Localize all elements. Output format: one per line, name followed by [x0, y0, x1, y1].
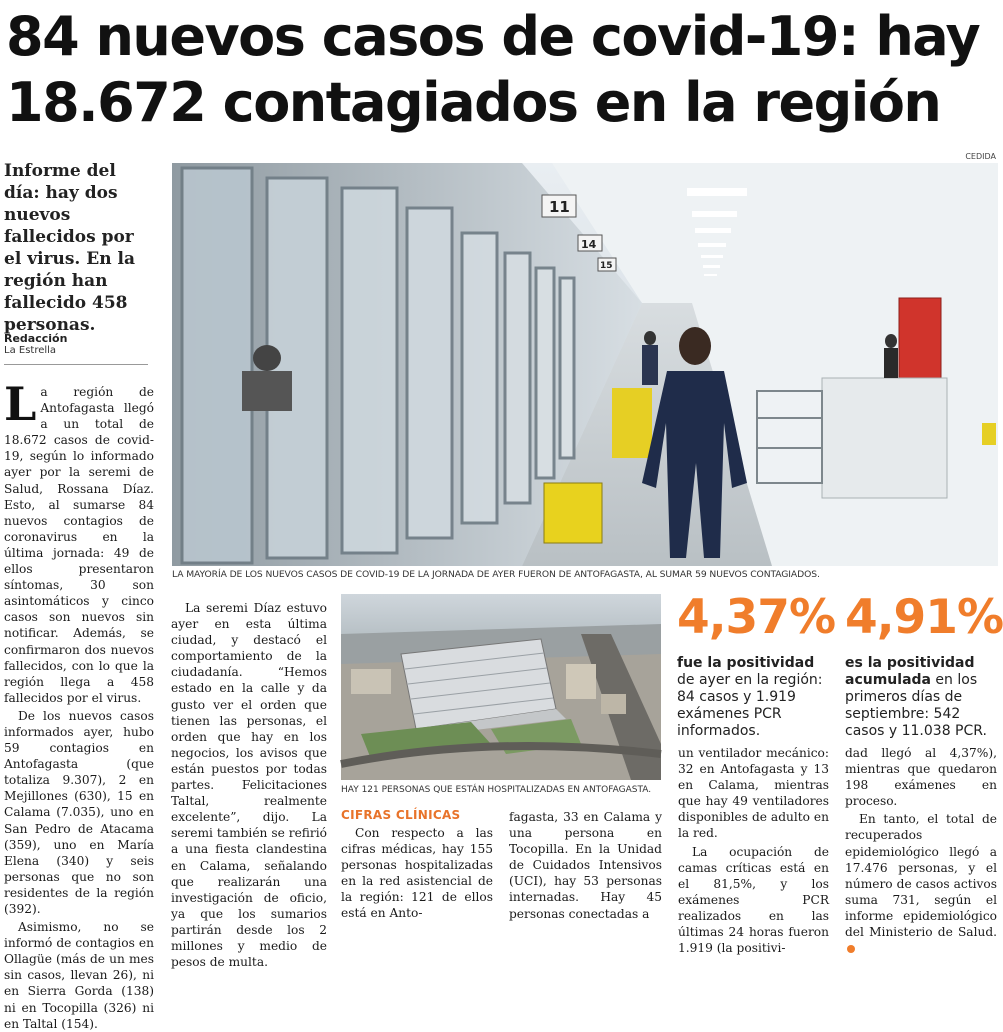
deck-summary: Informe del día: hay dos nuevos fallecidos por el virus. En la región han fallecido 458 personas.	[4, 161, 135, 335]
stat-emphasis: es la positividad acumulada	[845, 655, 975, 688]
main-photo-caption: LA MAYORÍA DE LOS NUEVOS CASOS DE COVID-19 DE LA JORNADA DE AYER FUERON DE ANTOFAGASTA, AL SUMAR 59 NUEVOS CONTAGIADOS.	[172, 569, 820, 580]
headline-line-2: 18.672 contagiados en la región	[6, 71, 941, 134]
stat-detail: en los primeros días de septiembre: 542 casos y 11.038 PCR.	[845, 672, 987, 739]
photo-credit: CEDIDA	[965, 152, 996, 161]
byline-divider	[4, 364, 148, 365]
stat-detail: de ayer en la región: 84 casos y 1.919 exámenes PCR informados.	[677, 672, 823, 739]
dropcap-letter: L	[4, 377, 37, 431]
room-sign-15: 15	[600, 261, 613, 271]
article-column-4	[509, 809, 662, 921]
stat-positivity-daily-text	[677, 655, 827, 740]
aerial-photo-caption: HAY 121 PERSONAS QUE ESTÁN HOSPITALIZADAS EN ANTOFAGASTA.	[341, 785, 652, 795]
stat-positivity-daily-value: 4,37%	[677, 590, 836, 645]
article-paragraph: fagasta, 33 en Calama y una persona en Tocopilla. En la Unidad de Cuidados Intensivos (UCI), hay 53 personas internadas. Hay 45 personas conectadas a	[509, 810, 662, 921]
article-column-6	[845, 745, 997, 940]
byline-publication: La Estrella	[4, 345, 57, 356]
aerial-hospital-photo	[341, 594, 661, 780]
stat-positivity-cumulative-text	[845, 655, 997, 740]
article-column-2	[171, 600, 327, 970]
stat-positivity-cumulative-value: 4,91%	[845, 590, 1003, 645]
article-paragraph	[4, 377, 154, 706]
main-photo-hospital-corridor	[172, 163, 998, 566]
end-of-article-icon	[847, 945, 855, 953]
article-paragraph: La ocupación de camas críticas está en el 81,5%, y los exámenes PCR realizados en las últimas 24 horas fueron 1.919 (la positivi-	[678, 844, 829, 956]
section-heading-cifras-clinicas: CIFRAS CLÍNICAS	[341, 808, 461, 822]
article-column-5	[678, 745, 829, 956]
headline	[6, 4, 996, 136]
article-column-3	[341, 825, 493, 921]
article-column-1	[4, 377, 154, 1031]
article-paragraph	[845, 811, 997, 956]
stat-emphasis: fue la positividad	[677, 655, 815, 671]
paragraph-text: a región de Antofagasta llegó a un total de 18.672 casos de covid-19, según lo informado ayer por la seremi de Salud, Rossana Díaz. Esto, al sumarse 84 nuevos contagios de coronavirus en la última jornada: 49 de ellos presentaron síntomas, 30 son asintomáticos y cinco casos son nuevos sin notificar. Además, se confirmaron dos nuevos fallecidos, con lo que la región llega a 458 fallecidos por el virus.	[4, 385, 154, 705]
article-paragraph: dad llegó al 4,37%), mientras que quedaron 198 exámenes en proceso.	[845, 746, 997, 809]
byline-name: Redacción	[4, 332, 68, 345]
article-paragraph: un ventilador mecánico: 32 en Antofagasta y 13 en Calama, mientras que hay 49 ventiladores disponibles de adulto en la red.	[678, 746, 829, 841]
room-sign-11: 11	[549, 198, 570, 216]
paragraph-text: En tanto, el total de recuperados epidemiológico llegó a 17.476 personas, y el número de casos activos suma 731, según el informe epidemiológico del Ministerio de Salud.	[845, 812, 997, 940]
article-paragraph: Con respecto a las cifras médicas, hay 155 personas hospitalizadas en la red asistencial de la región: 121 de ellos está en Anto-	[341, 826, 493, 921]
headline-line-1: 84 nuevos casos de covid-19: hay	[6, 5, 980, 68]
room-sign-14: 14	[581, 238, 597, 251]
article-paragraph: De los nuevos casos informados ayer, hubo 59 contagios en Antofagasta (que totaliza 9.307), 2 en Mejillones (630), 15 en Calama (7.035), uno en San Pedro de Atacama (359), uno en María Elena (340) y seis personas que no son residentes de la región (392).	[4, 708, 154, 916]
article-paragraph: Asimismo, no se informó de contagios en Ollagüe (más de un mes sin casos, llevan 26), ni en Sierra Gorda (138) ni en Tocopilla (326) ni en Taltal (154).	[4, 920, 154, 1031]
article-paragraph: La seremi Díaz estuvo ayer en esta última ciudad, y destacó el comportamiento de la ciudadanía. “Hemos estado en la calle y da gusto ver el orden que tienen las personas, el orden que hay en los negocios, los avisos que están puestos por todas partes. Felicitaciones Taltal, realmente excelente”, dijo. La seremi también se refirió a una fiesta clandestina en Calama, señalando que realizarán una investigación de oficio, ya que los sumarios partirán desde los 2 millones y medio de pesos de multa.	[171, 601, 327, 970]
